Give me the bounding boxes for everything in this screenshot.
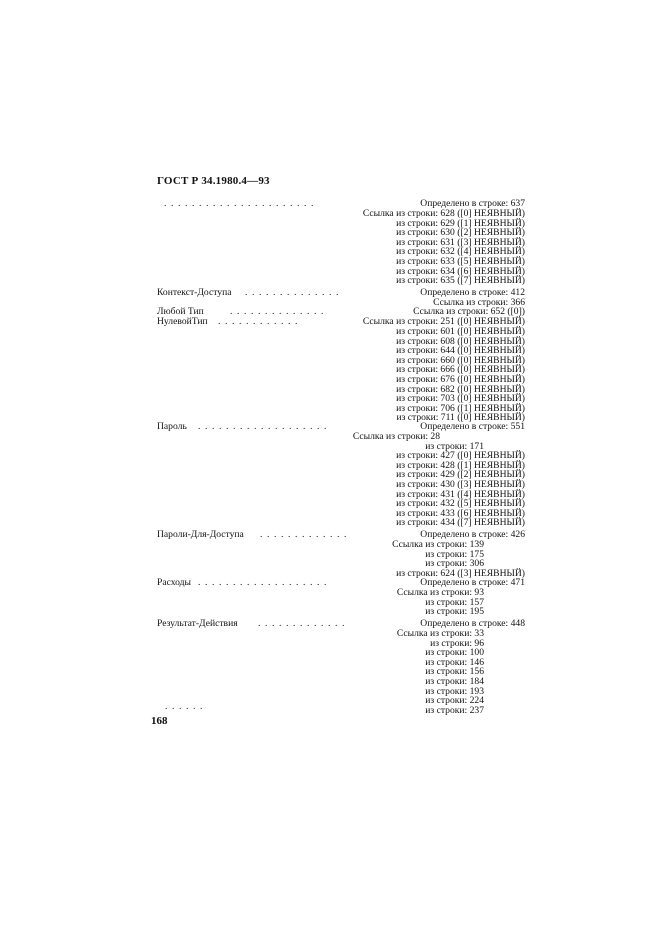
page-number: 168 xyxy=(151,715,168,727)
index-entry-reference: из строки: 184 xyxy=(425,676,484,687)
index-entry-reference: из строки: 224 xyxy=(425,695,484,707)
index-entry-reference: из строки: 434 ([7] НЕЯВНЫЙ) xyxy=(396,517,525,529)
leader-dots: ............. xyxy=(258,618,349,629)
index-entry-reference: из строки: 100 xyxy=(425,647,484,659)
leader-dots: ............. xyxy=(260,529,351,540)
index-entry-reference: из строки: 676 ([0] НЕЯВНЫЙ) xyxy=(396,374,525,385)
index-entry-reference: из строки: 171 xyxy=(425,440,484,452)
index-entry-reference: из строки: 634 ([6] НЕЯВНЫЙ) xyxy=(396,265,525,277)
index-entry-name: Расходы xyxy=(157,577,192,588)
index-entry-name: Результат-Действия xyxy=(157,618,238,629)
index-entry-name: Любой Тип xyxy=(157,306,204,317)
index-entry-reference: из строки: 427 ([0] НЕЯВНЫЙ) xyxy=(396,450,525,462)
index-entry-definition: Ссылка из строки: 251 ([0] НЕЯВНЫЙ) xyxy=(362,316,525,327)
index-entry-definition: Определено в строке: 471 xyxy=(420,577,525,588)
index-entry-reference: из строки: 429 ([2] НЕЯВНЫЙ) xyxy=(396,469,525,481)
index-entry-reference: из строки: 632 ([4] НЕЯВНЫЙ) xyxy=(396,246,525,258)
index-entry-reference: из строки: 706 ([1] НЕЯВНЫЙ) xyxy=(396,402,525,414)
leader-dots: ...................... xyxy=(164,198,318,209)
index-entry-reference: из строки: 175 xyxy=(425,548,484,560)
leader-dots: .............. xyxy=(245,287,343,298)
index-entry-reference: из строки: 624 ([3] НЕЯВНЫЙ) xyxy=(396,567,525,579)
index-entry-definition: Определено в строке: 412 xyxy=(420,287,525,298)
index-entry-reference: из строки: 666 ([0] НЕЯВНЫЙ) xyxy=(396,364,525,376)
index-entry-reference: из строки: 430 ([3] НЕЯВНЫЙ) xyxy=(396,479,525,490)
index-entry-reference: из строки: 156 xyxy=(425,666,484,678)
index-entry-definition: Определено в строке: 426 xyxy=(420,529,525,540)
index-entry-reference: из строки: 306 xyxy=(425,558,484,570)
index-entry-reference: из строки: 146 xyxy=(425,656,484,668)
index-entry-name: Пароли-Для-Доступа xyxy=(157,529,244,540)
index-entry-reference: из строки: 711 ([0] НЕЯВНЫЙ) xyxy=(396,412,525,424)
index-entry-reference: из строки: 96 xyxy=(430,637,484,649)
index-entry-reference: из строки: 157 xyxy=(425,596,484,608)
index-entry-name: Пароль xyxy=(157,421,187,432)
index-entry-definition: Определено в строке: 448 xyxy=(420,618,525,629)
index-entry-reference: из строки: 682 ([0] НЕЯВНЫЙ) xyxy=(396,383,525,395)
index-entry-definition: Определено в строке: 637 xyxy=(420,198,525,209)
index-entry-reference: из строки: 431 ([4] НЕЯВНЫЙ) xyxy=(396,488,525,500)
index-entry-name: НулевойТип xyxy=(157,316,208,327)
index-entry-reference: из строки: 608 ([0] НЕЯВНЫЙ) xyxy=(396,335,525,347)
index-entry-reference: из строки: 237 xyxy=(425,704,484,716)
index-entry-reference: Ссылка из строки: 93 xyxy=(396,587,484,598)
leader-dots: ................... xyxy=(198,577,331,588)
index-entry-name: Контекст-Доступа xyxy=(157,287,232,298)
index-entry-reference: из строки: 195 xyxy=(425,606,484,618)
index-entry-reference: Ссылка из строки: 28 xyxy=(352,431,440,442)
index-entry-reference: из строки: 428 ([1] НЕЯВНЫЙ) xyxy=(396,459,525,471)
index-entry-reference: Ссылка из строки: 628 ([0] НЕЯВНЫЙ) xyxy=(362,208,525,219)
leader-dots: ................... xyxy=(198,421,331,432)
index-entry-reference: из строки: 193 xyxy=(425,685,484,697)
index-entry-reference: из строки: 630 ([2] НЕЯВНЫЙ) xyxy=(396,227,525,239)
index-entry-reference: из строки: 631 ([3] НЕЯВНЫЙ) xyxy=(396,236,525,248)
index-entry-reference: Ссылка из строки: 33 xyxy=(396,628,484,639)
index-entry-reference: Ссылка из строки: 366 xyxy=(433,297,525,308)
index-entry-reference: из строки: 644 ([0] НЕЯВНЫЙ) xyxy=(396,345,525,357)
index-entry-reference: из строки: 433 ([6] НЕЯВНЫЙ) xyxy=(396,507,525,519)
index-entry-reference: из строки: 601 ([0] НЕЯВНЫЙ) xyxy=(396,326,525,337)
index-entry-reference: из строки: 432 ([5] НЕЯВНЫЙ) xyxy=(396,498,525,510)
leader-dots: .............. xyxy=(230,306,328,317)
index-entry-reference: из строки: 629 ([1] НЕЯВНЫЙ) xyxy=(396,217,525,229)
index-entry-reference: из строки: 633 ([5] НЕЯВНЫЙ) xyxy=(396,256,525,267)
leader-dots: ............ xyxy=(218,316,302,327)
index-entry-reference: из строки: 635 ([7] НЕЯВНЫЙ) xyxy=(396,275,525,287)
leader-dots: ...... xyxy=(165,701,207,712)
index-entry-reference: из строки: 660 ([0] НЕЯВНЫЙ) xyxy=(396,354,525,366)
index-entry-definition: Определено в строке: 551 xyxy=(420,421,525,432)
index-entry-definition: Ссылка из строки: 652 ([0]) xyxy=(413,306,525,317)
page-header: ГОСТ Р 34.1980.4—93 xyxy=(157,175,270,187)
index-entry-reference: Ссылка из строки: 139 xyxy=(392,539,484,550)
index-entry-reference: из строки: 703 ([0] НЕЯВНЫЙ) xyxy=(396,393,525,405)
